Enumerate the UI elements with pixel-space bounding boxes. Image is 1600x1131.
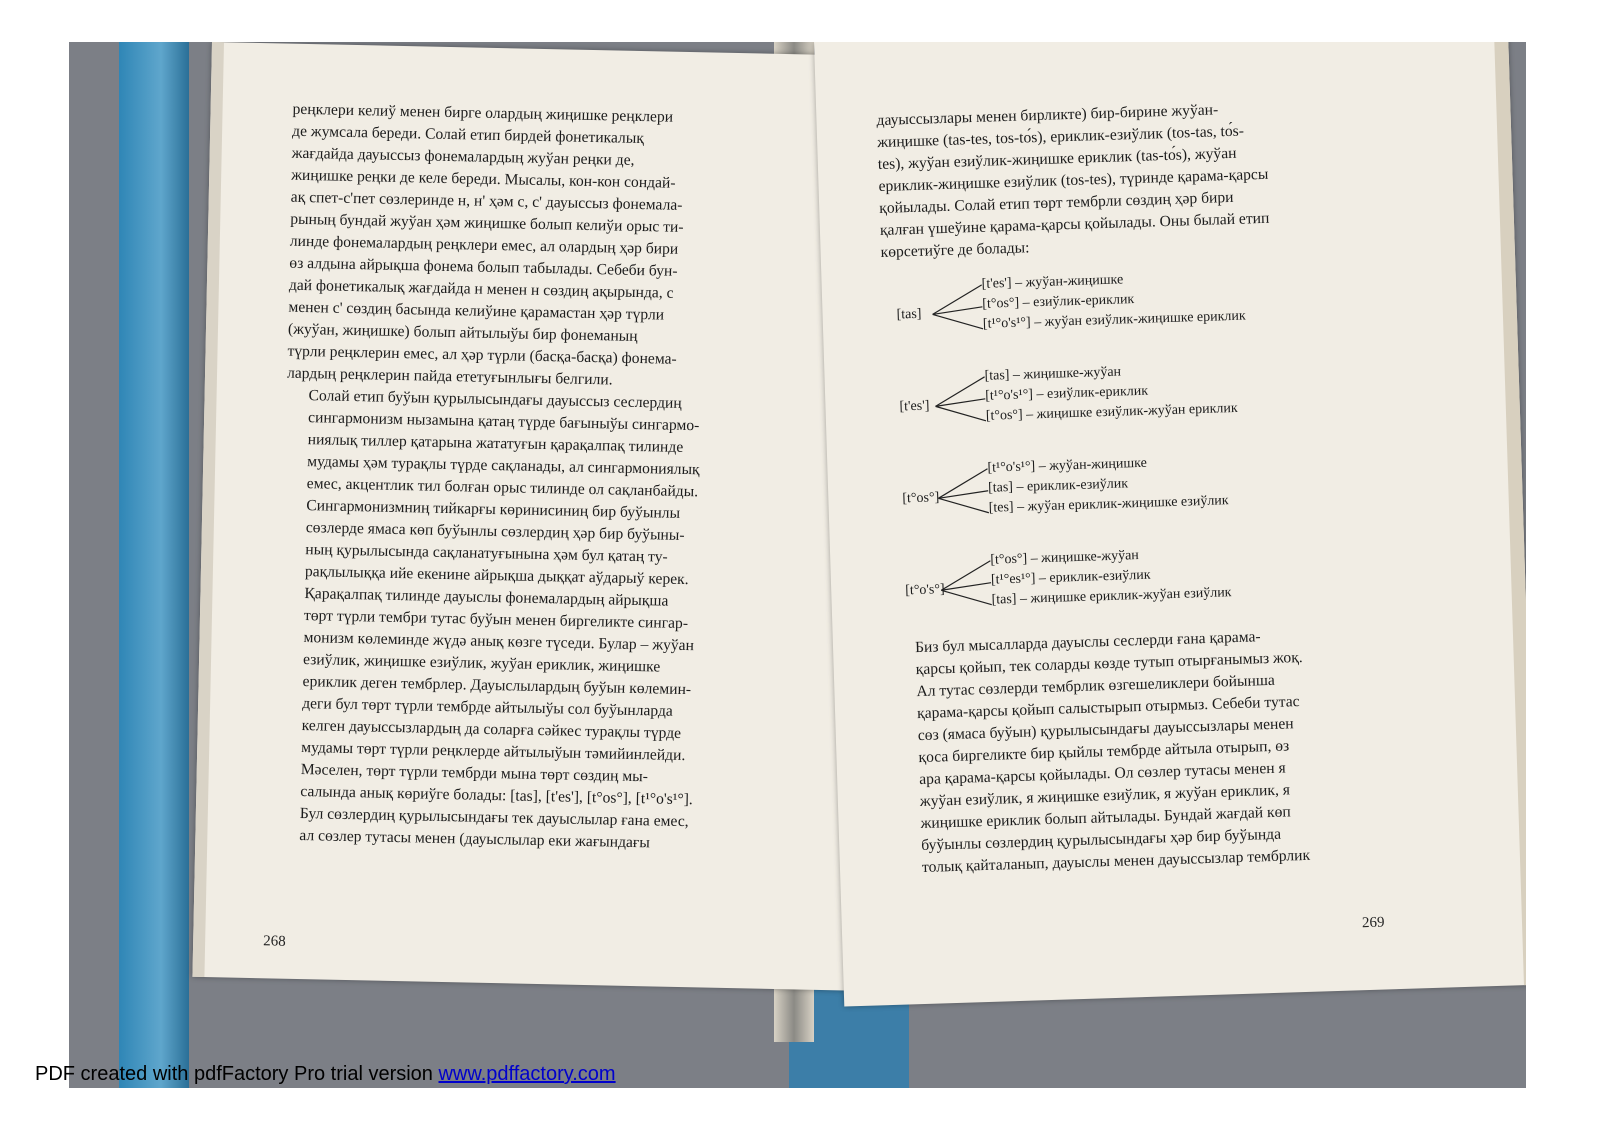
left-page-text: [277, 99, 773, 857]
text-line: буўынлы сөзлердиң қурылысындағы ҳәр бир буўында: [921, 825, 1282, 855]
text-line: ақ спет-с'пет сөзлеринде н, н' ҳәм с, с' дауыссыз фонемала-: [290, 188, 683, 214]
diagram-branch: [t¹°o's¹°] – езиўлик-ериклик: [984, 383, 1149, 404]
text-line: деги бул төрт түрли тембрде айтылыўы сол буўынларда: [301, 695, 674, 720]
text-line: қоса биргеликте бир қыйлы тембрде айтыла отырып, өз: [918, 737, 1290, 767]
text-line: қарама-қарсы қойып салыстырып отырмыз. Себеби тутас: [916, 693, 1300, 723]
text-line: келген дауыссызлардың да соларға сәйкес турақлы түрде: [301, 717, 682, 742]
diagram-branches: [990, 543, 1232, 611]
text-line: менен с' сөздиң басында келиўине қарамастан ҳәр түрли: [288, 298, 665, 324]
page-number-left: 268: [263, 933, 286, 950]
diagram-arrow-line: [935, 377, 986, 407]
text-line: сингармонизм нызамына қатаң түрде бағыныўы сингармо-: [307, 409, 700, 435]
right-paragraph-intro: [876, 95, 1371, 264]
text-line: ериклик-жиңишке езиўлик (tos-tes), түринде қарама-қарсы: [878, 165, 1269, 196]
right-paragraph-outro: [893, 622, 1390, 879]
right-page: [814, 42, 1526, 1007]
text-line: көрсетиўге де болады:: [880, 239, 1030, 262]
text-line: мудамы ҳәм турақлы түрде сақланады, ал сингармониялық: [307, 453, 700, 479]
pdffactory-watermark: [35, 1063, 616, 1086]
text-line: жиңишке (tas-tes, tos-tо́s), ериклик-езиўлик (tos-tas, tо́s-: [876, 122, 1245, 152]
diagram-arrow-line: [932, 285, 983, 315]
text-line: (жуўан, жиңишке) болып айтылыўы бир фонеманың: [287, 320, 638, 345]
text-line: Қарақалпақ тилинде дауыслы фонемалардың айрықша: [304, 585, 669, 610]
diagram-branch: [t°os°] – езиўлик-ериклик: [982, 292, 1135, 312]
left-page: [192, 42, 893, 991]
text-line: рының бундай жуўан ҳәм жиңишке болып келиўи орыс ти-: [290, 210, 684, 236]
diagram-arrow-line: [933, 313, 983, 331]
text-line: сөз (ямаса буўын) қурылысындағы дауыссызлары менен: [917, 715, 1294, 745]
text-line: Сингармонизмниң тийкарғы көринисиниң бир буўынлы: [306, 497, 681, 522]
diagram-branch: [t¹°o's¹°] – жуўан езиўлик-жиңишке ериклик: [982, 308, 1246, 332]
text-line: Биз бул мысалларда дауыслы сеслерди ғана қарама-: [914, 628, 1261, 657]
text-line: Солай етип буўын қурылысындағы дауыссыз сеслердиң: [308, 387, 682, 412]
text-line: ниялық тиллер қатарына жататуғын қарақалпақ тилинде: [307, 431, 684, 456]
text-line: дауыссызлары менен бирликте) бир-бирине жуўан-: [876, 101, 1219, 130]
book-scan: [69, 42, 1526, 1088]
diagram-arrows: [936, 551, 994, 623]
diagram-arrow-line: [941, 589, 991, 607]
diagram-root: [tas]: [896, 306, 922, 323]
text-line: қойылады. Солай етип төрт тембрли сөздиң ҳәр бири: [878, 188, 1234, 218]
diagram-arrow-line: [940, 561, 991, 591]
diagram-arrows: [933, 459, 991, 531]
diagram-branches: [987, 451, 1229, 519]
diagram-branch: [tas] – жиңишке-жуўан: [984, 364, 1122, 384]
opposition-diagram: [884, 355, 1376, 448]
diagram-branch: [t°os°] – жиңишке езиўлик-жуўан ериклик: [985, 400, 1238, 424]
text-line: салында анық көриўге болады: [tas], [t'es'], [t°os°], [t¹°o's¹°].: [300, 783, 693, 809]
diagram-arrows: [930, 367, 988, 439]
text-line: төрт түрли тембри тутас буўын менен биргеликте сингар-: [303, 607, 689, 633]
text-line: лардың реңклерин пайда ететуғынлығы белгили.: [286, 364, 613, 389]
text-line: емес, акцентлик тил болған орыс тилинде ол сақланбайды.: [306, 475, 699, 501]
text-line: Ал тутас сөзлерди тембрлик өзгешеликлери бойынша: [916, 671, 1275, 701]
left-paragraph-2: [285, 385, 767, 505]
text-line: монизм көлеминде жүдә анық көзге түседи. Булар – жуўан: [303, 629, 695, 655]
text-line: Мәселен, төрт түрли тембрди мына төрт сөздиң мы-: [300, 761, 649, 786]
diagram-arrows: [927, 275, 985, 347]
book-cover-edge: [119, 42, 189, 1088]
text-line: ның қурылысында сақланатуғынына ҳәм бул қатаң ту-: [305, 541, 668, 566]
diagram-branch: [tas] – ериклик-езиўлик: [987, 476, 1129, 496]
watermark-text: PDF created with pdfFactory Pro trial version: [35, 1063, 439, 1085]
text-line: түрли реңклерин емес, ал ҳәр түрли (басқа-басқа) фонема-: [287, 342, 677, 368]
text-line: өз алдына айрықша фонема болып табылады. Себеби бун-: [289, 254, 678, 280]
text-line: қарсы қойып, тек соларды көзде тутып отырғанымыз жоқ.: [915, 648, 1303, 679]
text-line: рақлылыққа ийе екенине айрықша дыққат аўдарыў керек.: [304, 563, 689, 589]
left-paragraph-1: [287, 99, 773, 395]
right-page-text: [876, 95, 1390, 880]
opposition-diagrams: [881, 263, 1382, 632]
diagram-branch: [t°os°] – жиңишке-жуўан: [990, 548, 1140, 568]
text-line: жуўан езиўлик, я жиңишке езиўлик, я жуўан ериклик, я: [919, 781, 1291, 811]
left-paragraph-3: [277, 495, 764, 857]
text-line: мудамы төрт түрли реңклерде айтылыўын тәмийинлейди.: [301, 739, 686, 765]
diagram-branch: [t¹°es¹°] – ериклик-езиўлик: [990, 567, 1151, 588]
text-line: жиңишке ериклик болып айтылады. Бундай жағдай көп: [920, 803, 1291, 833]
pdffactory-link[interactable]: www.pdffactory.com: [438, 1063, 616, 1085]
text-line: ал сөзлер тутасы менен (дауыслылар еки жағындағы: [299, 827, 650, 852]
diagram-root: [t°o's°]: [905, 582, 945, 599]
text-line: Бул сөзлердиң қурылысындағы тек дауыслылар ғана емес,: [299, 805, 689, 831]
diagram-arrow-line: [938, 497, 988, 515]
opposition-diagram: [881, 263, 1373, 356]
diagram-branches: [984, 359, 1238, 427]
text-line: линде фонемалардың реңклери емес, ал олардың ҳәр бири: [289, 232, 679, 258]
diagram-arrow-line: [938, 469, 989, 499]
text-line: сөзлерде ямаса көп буўынлы сөзлердиң ҳәр бир буўыны-: [305, 519, 685, 545]
text-line: жағдайда дауыссыз фонемалардың жуўан реңки де,: [291, 144, 635, 169]
diagram-branch: [t¹°o's¹°] – жуўан-жиңишке: [987, 455, 1148, 476]
diagram-branch: [tas] – жиңишке ериклик-жуўан езиўлик: [991, 585, 1232, 608]
opposition-diagram: [890, 538, 1382, 631]
text-line: ериклик деген тембрлер. Дауыслылардың буўын көлемин-: [302, 673, 692, 699]
text-line: tes), жуўан езиўлик-жиңишке ериклик (tas-tо́s), жуўан: [877, 144, 1237, 174]
opposition-diagram: [887, 447, 1379, 540]
diagram-branches: [981, 267, 1246, 335]
diagram-branch: [t'es'] – жуўан-жиңишке: [981, 272, 1124, 292]
diagram-arrow-line: [936, 405, 986, 423]
text-line: қалған үшеўине қарама-қарсы қойылады. Оны былай етип: [879, 209, 1270, 240]
text-line: ара қарама-қарсы қойылады. Ол сөзлер тутасы менен я: [918, 759, 1286, 789]
text-line: жиңишке реңки де келе береди. Мысалы, кон-кон сондай-: [291, 166, 676, 192]
diagram-branch: [tes] – жуўан ериклик-жиңишке езиўлик: [988, 493, 1229, 516]
page-number-right: 269: [1361, 914, 1385, 932]
text-line: дай фонетикалық жағдайда н менен н сөздиң ақырында, с: [288, 276, 674, 302]
text-line: езиўлик, жиңишке езиўлик, жуўан ериклик, жиңишке: [302, 651, 661, 676]
text-line: толық қайталанып, дауыслы менен дауыссызлар тембрлик: [921, 846, 1311, 877]
text-line: де жумсала береди. Солай етип бирдей фонетикалық: [291, 122, 645, 148]
diagram-root: [t°os°]: [902, 490, 940, 507]
diagram-root: [t'es']: [899, 398, 930, 415]
text-line: реңклери келиў менен бирге олардың жиңишке реңклери: [292, 100, 674, 126]
